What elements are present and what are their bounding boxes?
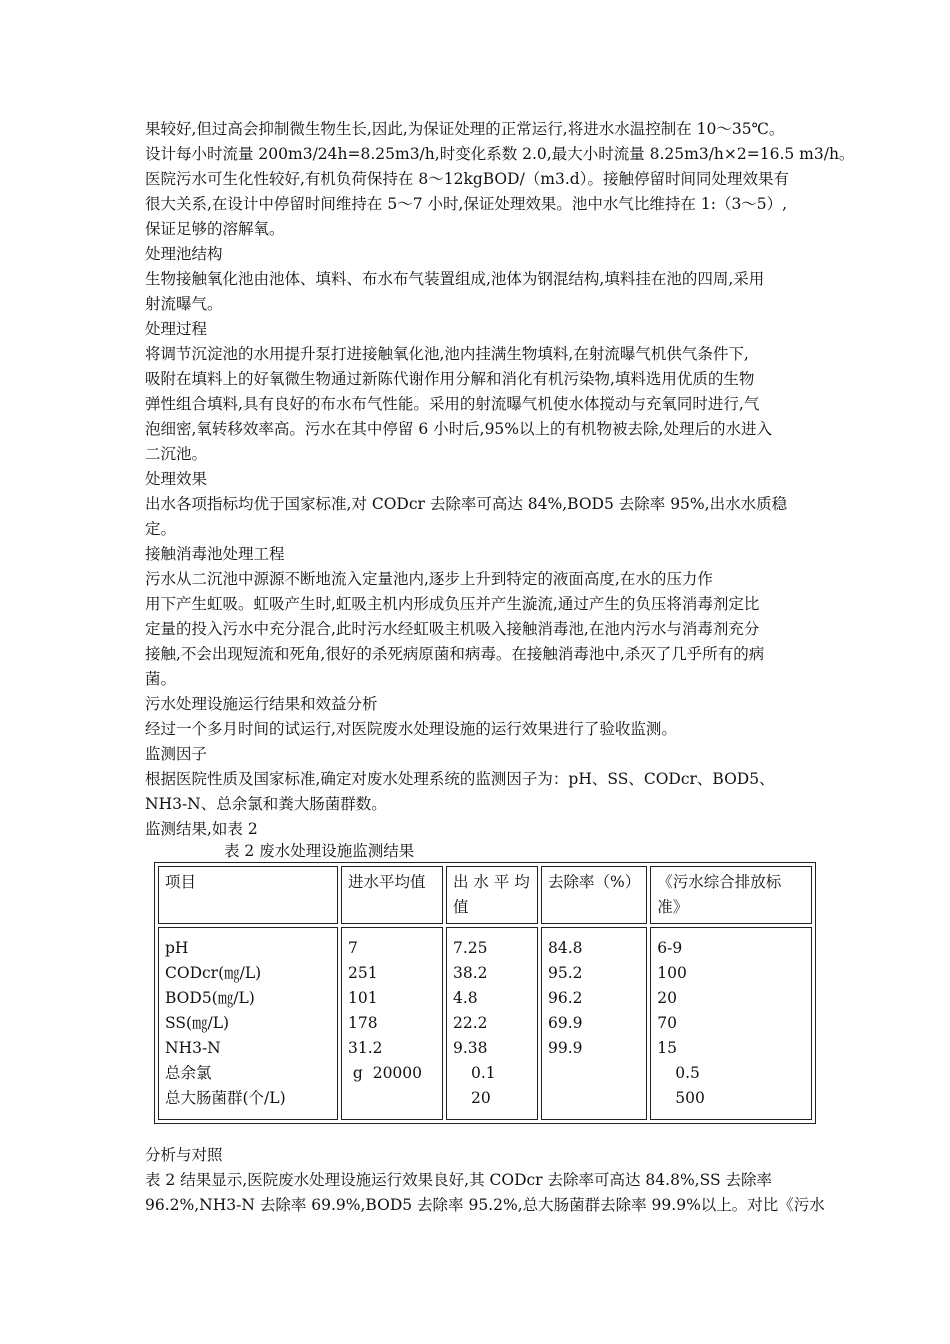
header-text: 《污水综合排放标 [657, 873, 782, 891]
paragraph-line: 菌。 [145, 670, 177, 688]
table-cell: 100 [657, 964, 687, 982]
header-cell-outflow [446, 866, 538, 924]
paragraph-line: 用下产生虹吸。虹吸产生时,虹吸主机内形成负压并产生漩流,通过产生的负压将消毒剂定比 [145, 595, 760, 613]
paragraph-line: 接触,不会出现短流和死角,很好的杀死病原菌和病毒。在接触消毒池中,杀灭了几乎所有的病 [145, 645, 765, 663]
table-cell: 101 [348, 989, 378, 1007]
paragraph-line: 定。 [145, 520, 177, 538]
table-cell: pH [165, 939, 189, 957]
table-cell: 500 [675, 1089, 705, 1107]
header-text: 准》 [657, 898, 689, 916]
paragraph-line: 96.2%,NH3-N 去除率 69.9%,BOD5 去除率 95.2%,总大肠菌群去除率 99.9%以上。对比《污水 [145, 1196, 825, 1214]
table-cell: 6-9 [657, 939, 683, 957]
table-cell: 7.25 [453, 939, 488, 957]
paragraph-line: 出水各项指标均优于国家标准,对 CODcr 去除率可高达 84%,BOD5 去除率 95%,出水水质稳 [145, 495, 788, 513]
paragraph-line: 很大关系,在设计中停留时间维持在 5～7 小时,保证处理效果。池中水气比维持在 1:（3～5）, [145, 195, 788, 213]
header-text: 进水平均值 [348, 873, 426, 891]
paragraph-line: 保证足够的溶解氧。 [145, 220, 285, 238]
section-heading: 监测因子 [145, 745, 208, 763]
column-standard [650, 927, 812, 1120]
table-cell: 178 [348, 1014, 378, 1032]
table-cell: 31.2 [348, 1039, 383, 1057]
table-cell: g 20000 [348, 1064, 423, 1082]
table-cell: 20 [657, 989, 677, 1007]
table-cell: 38.2 [453, 964, 488, 982]
paragraph-line: 吸附在填料上的好氧微生物通过新陈代谢作用分解和消化有机污染物,填料选用优质的生物 [145, 370, 755, 388]
table-cell: 0.5 [675, 1064, 700, 1082]
paragraph-line: 二沉池。 [145, 445, 208, 463]
table-cell: 0.1 [471, 1064, 496, 1082]
table-cell: 总大肠菌群(个/L) [165, 1089, 286, 1107]
table-cell: 84.8 [548, 939, 583, 957]
header-cell-removal [541, 866, 647, 924]
table-cell: 7 [348, 939, 358, 957]
table-caption: 表 2 废水处理设施监测结果 [224, 842, 415, 860]
table-cell: NH3-N [165, 1039, 221, 1057]
paragraph-line: 污水从二沉池中源源不断地流入定量池内,逐步上升到特定的液面高度,在水的压力作 [145, 570, 713, 588]
table-cell: 96.2 [548, 989, 583, 1007]
table-cell: 69.9 [548, 1014, 583, 1032]
paragraph-line: 监测结果,如表 2 [145, 820, 258, 838]
paragraph-line: 经过一个多月时间的试运行,对医院废水处理设施的运行效果进行了验收监测。 [145, 720, 677, 738]
table-cell: 99.9 [548, 1039, 583, 1057]
section-heading: 处理过程 [145, 320, 208, 338]
column-outflow [446, 927, 538, 1120]
table-cell: 15 [657, 1039, 677, 1057]
table-cell: CODcr(㎎/L) [165, 964, 262, 982]
paragraph-line: 泡细密,氧转移效率高。污水在其中停留 6 小时后,95%以上的有机物被去除,处理后的水进入 [145, 420, 772, 438]
table-cell [348, 1086, 436, 1111]
paragraph-line: 设计每小时流量 200m3/24h=8.25m3/h,时变化系数 2.0,最大小时流量 8.25m3/h×2=16.5 m3/h。 [145, 145, 855, 163]
section-heading: 接触消毒池处理工程 [145, 545, 285, 563]
header-cell-standard [650, 866, 812, 924]
header-text: 值 [453, 898, 469, 916]
column-item [158, 927, 338, 1120]
section-heading: 污水处理设施运行结果和效益分析 [145, 695, 378, 713]
column-removal [541, 927, 647, 1120]
results-table [154, 862, 816, 1124]
paragraph-line: 定量的投入污水中充分混合,此时污水经虹吸主机吸入接触消毒池,在池内污水与消毒剂充分 [145, 620, 760, 638]
paragraph-line: 根据医院性质及国家标准,确定对废水处理系统的监测因子为：pH、SS、CODcr、BOD5、 [145, 770, 775, 788]
header-text: 出 水 平 均 [453, 873, 530, 891]
table-cell: 总余氯 [165, 1064, 212, 1082]
paragraph-line: 医院污水可生化性较好,有机负荷保持在 8～12kgBOD/（m3.d）。接触停留时间同处理效果有 [145, 170, 789, 188]
table-cell: 4.8 [453, 989, 478, 1007]
paragraph-line: 将调节沉淀池的水用提升泵打进接触氧化池,池内挂满生物填料,在射流曝气机供气条件下, [145, 345, 749, 363]
table-cell: 22.2 [453, 1014, 488, 1032]
header-text: 去除率（%） [548, 873, 641, 891]
table-cell: SS(㎎/L) [165, 1014, 230, 1032]
paragraph-line: 射流曝气。 [145, 295, 223, 313]
table-cell: 70 [657, 1014, 677, 1032]
table-cell: 95.2 [548, 964, 583, 982]
paragraph-line: 表 2 结果显示,医院废水处理设施运行效果良好,其 CODcr 去除率可高达 84.8%,SS 去除率 [145, 1171, 772, 1189]
table-header-row [158, 866, 812, 924]
header-text: 项目 [165, 873, 197, 891]
section-heading: 处理池结构 [145, 245, 223, 263]
header-cell-inflow [341, 866, 443, 924]
paragraph-line: 生物接触氧化池由池体、填料、布水布气装置组成,池体为钢混结构,填料挂在池的四周,采用 [145, 270, 765, 288]
table-cell: 20 [471, 1089, 491, 1107]
table-cell: BOD5(㎎/L) [165, 989, 255, 1007]
section-heading: 处理效果 [145, 470, 208, 488]
header-cell-item [158, 866, 338, 924]
section-heading: 分析与对照 [145, 1146, 223, 1164]
paragraph-line: 弹性组合填料,具有良好的布水布气性能。采用的射流曝气机使水体搅动与充氧同时进行,气 [145, 395, 760, 413]
column-inflow [341, 927, 443, 1120]
table-cell: 9.38 [453, 1039, 488, 1057]
paragraph-line: 果较好,但过高会抑制微生物生长,因此,为保证处理的正常运行,将进水水温控制在 10～35℃。 [145, 120, 785, 138]
table-cell: 251 [348, 964, 378, 982]
table-body-row [158, 927, 812, 1120]
paragraph-line: NH3-N、总余氯和粪大肠菌群数。 [145, 795, 387, 813]
